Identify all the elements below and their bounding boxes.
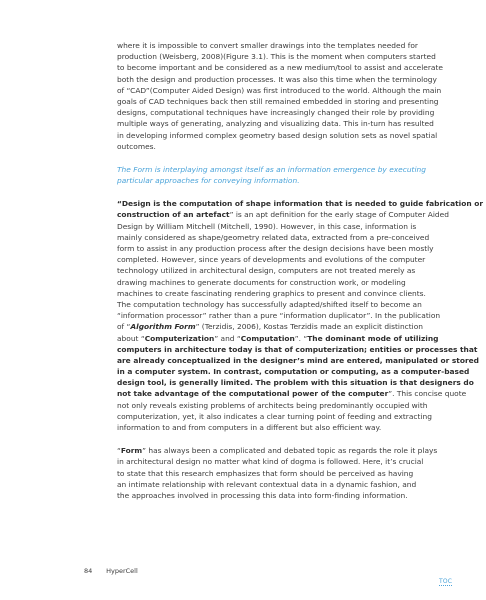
text-line: The computation technology has successfully adapted/shifted itself to become an — [117, 299, 422, 309]
text-line: Design by William Mitchell (Mitchell, 1990). However, in this case, information is — [117, 221, 417, 231]
text-line: form to assist in any production process after the design decisions have been mostly — [117, 244, 434, 253]
text-line: machines to create fascinating rendering graphics to present and convince clients. — [117, 288, 426, 298]
text-line: about “Computerization” and “Computation”. “The dominant mode of utilizing — [117, 333, 439, 343]
text-line: production (Weisberg, 2008)(Figure 3.1). This is the moment when computers started — [117, 52, 436, 62]
text-line: computers in architecture today is that of computerization; entities or processes that — [117, 344, 478, 354]
text-line: technology utilized in architectural design, computers are not treated merely as — [117, 266, 416, 276]
bold-phrase: construction of an artefact — [117, 210, 230, 220]
text-line: information to and from computers in a different but also efficient way. — [117, 423, 382, 432]
pull-quote-line: particular approaches for conveying information. — [117, 176, 300, 186]
text-line: not take advantage of the computational power of the computer”. This concise quote — [117, 389, 467, 399]
text-line: to state that this research emphasizes that form should be perceived as having — [117, 468, 414, 478]
text-line: of “CAD”(Computer Aided Design) was first introduced to the world. Although the main — [117, 85, 442, 95]
paragraph-definition — [117, 198, 483, 433]
pull-quote-line: The Form is interplaying amongst itself as an information emergence by executing — [117, 164, 426, 174]
text-line: the approaches involved in processing this data into form-finding information. — [117, 490, 408, 500]
text-line: “Form” has always been a complicated and debated topic as regards the role it plays — [117, 446, 438, 456]
paragraph-intro — [117, 40, 451, 152]
text-line: design tool, is generally limited. The problem with this situation is that designers do — [117, 378, 474, 388]
toc-link[interactable]: TOC — [439, 578, 453, 585]
text-line: designs, computational techniques have increasingly changed their role by providing — [117, 108, 435, 118]
page-footer — [84, 567, 138, 575]
pull-quote — [117, 164, 451, 186]
text-line: of “Algorithm Form” (Terzidis, 2006), Kostas Terzidis made an explicit distinction — [117, 322, 424, 332]
text-line: both the design and production processes. It was also this time when the terminology — [117, 74, 437, 84]
text-line: in a computer system. In contrast, computation or computing, as a computer-based — [117, 367, 470, 377]
text-line: an intimate relationship with relevant contextual data in a dynamic fashion, and — [117, 479, 417, 489]
text-line: mainly considered as shape/geometry related data, extracted from a pre-conceived — [117, 232, 430, 242]
text-line: to become important and be considered as a new medium/tool to assist and accelerate — [117, 63, 443, 73]
text-line: outcomes. — [117, 141, 156, 151]
book-title-emphasis: Algorithm Form — [130, 322, 196, 332]
text-line: drawing machines to generate documents for construction work, or modeling — [117, 277, 406, 287]
text-line: in architectural design no matter what kind of dogma is followed. Here, it’s crucial — [117, 457, 424, 467]
text-line: in developing informed complex geometry based design solution sets as novel spatial — [117, 130, 438, 140]
text-line: multiple ways of generating, analyzing and visualizing data. This in-turn has resulted — [117, 119, 434, 129]
text-line: “Design is the computation of shape information that is needed to guide fabrication or — [117, 199, 483, 209]
page-number: 84 — [84, 567, 93, 575]
running-title: HyperCell — [106, 567, 138, 575]
text-line: completed. However, since years of developments and evolutions of the computer — [117, 255, 426, 265]
text-line: “information processor” rather than a pure “information duplicator”. In the publication — [117, 311, 441, 321]
text-line: not only reveals existing problems of architects being predominantly occupied with — [117, 400, 428, 410]
body-text-column — [117, 40, 483, 501]
text-line: construction of an artefact” is an apt definition for the early stage of Computer Aided — [117, 210, 449, 220]
text-line: goals of CAD techniques back then still remained embedded in storing and presenting — [117, 96, 439, 106]
paragraph-form — [117, 445, 451, 501]
text-line: where it is impossible to convert smaller drawings into the templates needed for — [117, 41, 418, 50]
text-line: are already conceptualized in the designer’s mind are entered, manipulated or stored — [117, 355, 479, 365]
text-line: computerization, yet, it also indicates a clear turning point of feeding and extracting — [117, 411, 432, 421]
